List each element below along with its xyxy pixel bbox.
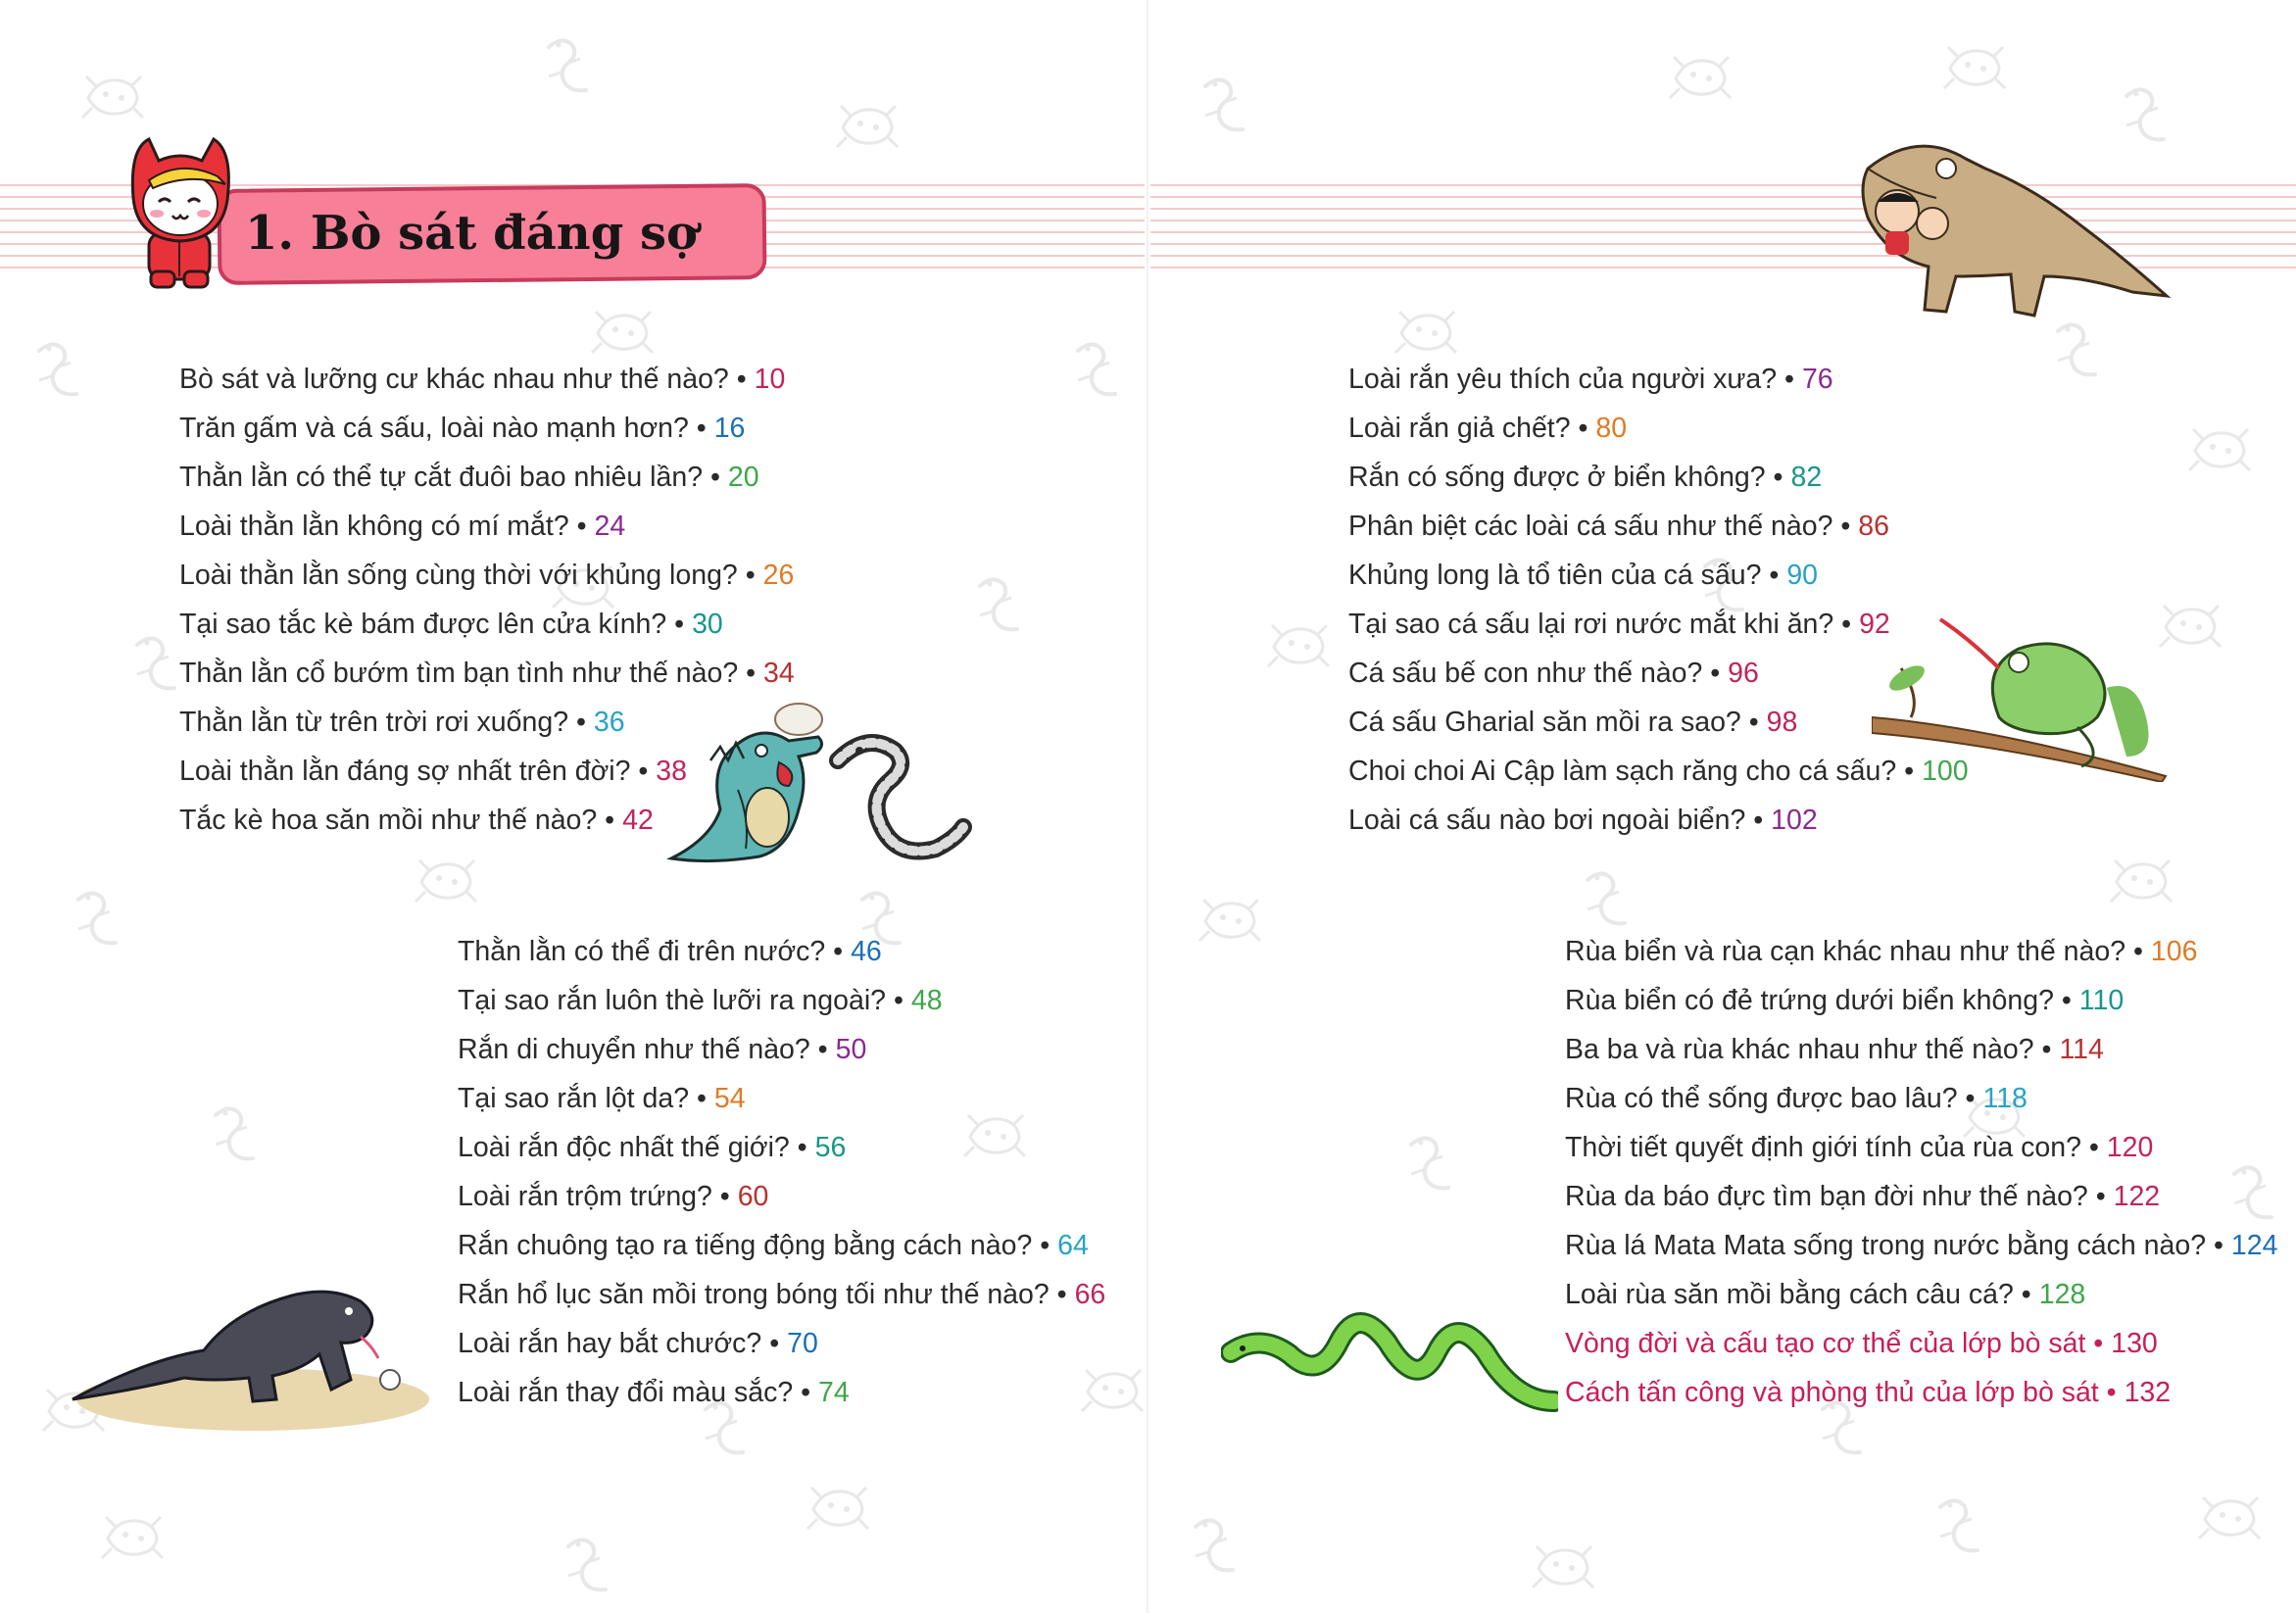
toc-left-bottom [458,927,1105,1417]
toc-entry-title: Cá sấu Gharial săn mồi ra sao? [1348,707,1741,738]
red-cat-mascot-icon [120,129,247,291]
frog-watermark-icon [98,1499,167,1568]
toc-entry [1565,1172,2277,1221]
section-title: 1. Bò sát đáng sợ [245,206,698,261]
toc-entry [458,1221,1105,1270]
toc-page-number: 46 [851,936,882,967]
toc-bullet: • [728,364,755,395]
lizard-watermark-icon [1921,1490,1989,1558]
toc-page-number: 90 [1786,560,1819,591]
toc-entry [1348,551,1969,600]
toc-bullet: • [886,985,911,1016]
toc-bullet: • [1957,1083,1983,1114]
toc-bullet: • [1745,805,1772,836]
frog-watermark-icon [78,59,147,127]
toc-bullet: • [761,1328,788,1359]
toc-entry [1565,1270,2277,1319]
toc-entry [1565,1221,2277,1270]
toc-entry-title: Tại sao cá sấu lại rơi nước mắt khi ăn? [1348,609,1834,640]
toc-bullet: • [1049,1279,1075,1310]
toc-entry-title: Tại sao rắn luôn thè lưỡi ra ngoài? [458,985,887,1016]
toc-page-number: 66 [1074,1279,1106,1310]
toc-page-number: 118 [1982,1083,2027,1114]
toc-entry-title: Tại sao tắc kè bám được lên cửa kính? [179,609,667,640]
toc-page-number: 80 [1595,413,1628,444]
toc-entry [1565,1319,2277,1368]
toc-bullet: • [2206,1230,2231,1261]
toc-entry-title: Loài rắn giả chết? [1348,413,1571,444]
lizard-watermark-icon [196,1098,265,1166]
toc-entry [458,1172,1105,1221]
toc-page-number: 96 [1728,658,1759,689]
toc-entry-title: Choi choi Ai Cập làm sạch răng cho cá sấu? [1348,756,1897,787]
toc-bullet: • [1740,707,1767,738]
frog-watermark-icon [2195,1480,2264,1548]
toc-page-number: 120 [2106,1132,2154,1163]
toc-entry [1348,355,1969,404]
toc-bullet: • [2080,1132,2107,1163]
toc-entry-title: Cách tấn công và phòng thủ của lớp bò sát [1565,1377,2099,1408]
toc-bullet: • [738,658,764,689]
lizard-watermark-icon [960,568,1029,637]
toc-entry [458,1025,1105,1074]
toc-entry-title: Loài rắn trộm trứng? [458,1181,712,1212]
toc-page-number: 50 [835,1034,867,1065]
frog-watermark-icon [1392,294,1460,363]
frog-watermark-icon [1529,1529,1597,1597]
lizard-watermark-icon [1058,333,1127,402]
toc-page-number: 100 [1922,756,1969,787]
toc-entry-title: Rùa biển có đẻ trứng dưới biển không? [1565,985,2054,1016]
toc-bullet: • [2087,1181,2114,1212]
toc-entry-title: Rùa biển và rùa cạn khác nhau như thế nào? [1565,936,2126,967]
toc-bullet: • [1833,609,1860,640]
toc-page-number: 60 [737,1181,769,1212]
toc-entry [1565,1123,2277,1172]
toc-page-number: 86 [1858,511,1889,542]
toc-page-number: 48 [910,985,943,1016]
toc-entry [458,976,1105,1025]
toc-entry [179,551,795,600]
toc-entry [179,600,795,649]
toc-entry-title: Rùa lá Mata Mata sống trong nước bằng cách nào? [1565,1230,2207,1261]
toc-bullet: • [568,707,594,738]
frog-watermark-icon [804,1470,872,1539]
toc-entry-title: Thằn lằn từ trên trời rơi xuống? [179,707,569,738]
toc-bullet: • [793,1377,819,1408]
toc-entry-title: Loài rắn thay đổi màu sắc? [458,1377,794,1408]
toc-page-number: 82 [1790,462,1823,493]
toc-entry-title: Thằn lằn có thể đi trên nước? [458,936,826,967]
toc-entry-title: Trăn gấm và cá sấu, loài nào mạnh hơn? [179,413,689,444]
toc-page-number: 26 [762,560,795,591]
toc-entry [1565,927,2277,976]
toc-entry-title: Loài rùa săn mồi bằng cách câu cá? [1565,1279,2014,1310]
toc-entry [458,1270,1105,1319]
toc-page-number: 30 [692,609,723,640]
toc-page-number: 132 [2124,1377,2172,1408]
toc-page-number: 98 [1766,707,1798,738]
toc-entry-title: Loài thằn lằn không có mí mắt? [179,511,569,542]
toc-bullet: • [1832,511,1859,542]
toc-page-number: 122 [2113,1181,2161,1212]
toc-page-number: 74 [818,1377,850,1408]
toc-entry-title: Loài thằn lằn đáng sợ nhất trên đời? [179,756,631,787]
toc-page-number: 64 [1057,1230,1089,1261]
toc-bullet: • [688,413,714,444]
toc-entry-title: Loài rắn độc nhất thế giới? [458,1132,790,1163]
komodo-dragon-icon [67,1252,431,1433]
toc-bullet: • [1761,560,1787,591]
lizard-watermark-icon [118,627,186,696]
toc-entry [1565,976,2277,1025]
frog-watermark-icon [1940,29,2009,98]
toc-page-number: 70 [787,1328,818,1359]
toc-page-number: 10 [754,364,786,395]
toc-bullet: • [2013,1279,2039,1310]
frog-watermark-icon [1666,39,1734,108]
toc-bullet: • [1765,462,1791,493]
toc-bullet: • [597,805,623,836]
toc-page-number: 110 [2078,985,2125,1016]
toc-bullet: • [789,1132,815,1163]
frog-watermark-icon [2107,843,2175,911]
toc-entry [458,1074,1105,1123]
page-gutter [1147,0,1148,1613]
toc-entry [1348,404,1969,453]
lizard-watermark-icon [529,29,598,98]
toc-entry [179,404,795,453]
toc-bullet: • [1777,364,1802,395]
toc-bullet: • [1570,413,1596,444]
toc-entry-title: Rắn di chuyển như thế nào? [458,1034,810,1065]
toc-entry [179,649,795,698]
toc-entry-title: Phân biệt các loài cá sấu như thế nào? [1348,511,1833,542]
toc-right-bottom [1565,927,2277,1417]
green-snake-icon [1221,1303,1558,1431]
toc-bullet: • [568,511,595,542]
toc-page-number: 106 [2150,936,2198,967]
toc-entry-title: Thời tiết quyết định giới tính của rùa con? [1565,1132,2081,1163]
toc-entry-title: Tại sao rắn lột da? [458,1083,690,1114]
toc-page-number: 34 [763,658,795,689]
crocodile-snake-fight-icon [652,692,975,878]
toc-page-number: 102 [1771,805,1818,836]
toc-entry-title: Rùa có thể sống được bao lâu? [1565,1083,1958,1114]
toc-page-number: 54 [713,1083,746,1114]
toc-entry-title: Loài rắn hay bắt chước? [458,1328,762,1359]
frog-watermark-icon [588,294,657,363]
toc-entry-title: Loài thằn lằn sống cùng thời với khủng long? [179,560,738,591]
toc-entry [179,502,795,551]
lizard-watermark-icon [2038,314,2107,382]
toc-entry-title: Thằn lằn có thể tự cắt đuôi bao nhiêu lần? [179,462,704,493]
toc-page-number: 76 [1801,364,1833,395]
toc-entry-title: Rùa da báo đực tìm bạn đời như thế nào? [1565,1181,2088,1212]
toc-page-number: 128 [2038,1279,2086,1310]
toc-entry-title: Thằn lằn cổ bướm tìm bạn tình như thế nào? [179,658,739,689]
toc-entry-title: Tắc kè hoa săn mồi như thế nào? [179,805,598,836]
toc-entry-title: Bò sát và lưỡng cư khác nhau như thế nào? [179,364,729,395]
toc-entry-title: Vòng đời và cấu tạo cơ thể của lớp bò sát [1565,1328,2086,1359]
toc-entry [179,355,795,404]
toc-bullet: • [711,1181,738,1212]
toc-entry [179,453,795,502]
frog-watermark-icon [1264,608,1333,676]
toc-entry [458,1123,1105,1172]
toc-entry-title: Rắn chuông tạo ra tiếng động bằng cách nào? [458,1230,1033,1261]
toc-page-number: 38 [656,756,687,787]
lizard-watermark-icon [549,1529,617,1597]
toc-bullet: • [737,560,763,591]
toc-page-number: 36 [593,707,625,738]
frog-watermark-icon [2185,412,2254,480]
toc-page-number: 16 [713,413,746,444]
chameleon-icon [1872,610,2175,782]
toc-page-number: 92 [1859,609,1890,640]
toc-bullet: • [2098,1377,2125,1408]
toc-entry [1348,502,1969,551]
toc-page-number: 124 [2230,1230,2278,1261]
toc-entry-title: Rắn hổ lục săn mồi trong bóng tối như thế nào? [458,1279,1050,1310]
lizard-watermark-icon [59,882,127,951]
lizard-watermark-icon [1186,69,1254,137]
toc-bullet: • [703,462,728,493]
toc-bullet: • [2053,985,2079,1016]
toc-bullet: • [666,609,693,640]
toc-bullet: • [2125,936,2151,967]
toc-entry [1565,1025,2277,1074]
toc-page-number: 24 [594,511,626,542]
toc-page-number: 56 [814,1132,847,1163]
toc-entry [1348,796,1969,845]
toc-entry-title: Rắn có sống được ở biển không? [1348,462,1766,493]
crocodile-with-kids-icon [1838,129,2172,321]
toc-bullet: • [689,1083,714,1114]
toc-entry-title: Loài cá sấu nào bơi ngoài biển? [1348,805,1746,836]
toc-entry-title: Cá sấu bế con như thế nào? [1348,658,1703,689]
toc-bullet: • [1032,1230,1058,1261]
toc-entry-title: Khủng long là tổ tiên của cá sấu? [1348,560,1762,591]
lizard-watermark-icon [20,333,88,402]
lizard-watermark-icon [1568,862,1637,931]
toc-bullet: • [2033,1034,2060,1065]
frog-watermark-icon [833,88,902,157]
toc-page-number: 20 [727,462,759,493]
toc-entry [458,1368,1105,1417]
toc-entry-title: Ba ba và rùa khác nhau như thế nào? [1565,1034,2034,1065]
lizard-watermark-icon [1392,1127,1460,1196]
toc-entry [1348,453,1969,502]
frog-watermark-icon [1196,882,1264,951]
toc-entry [458,1319,1105,1368]
toc-bullet: • [1896,756,1923,787]
toc-bullet: • [825,936,852,967]
lizard-watermark-icon [1176,1509,1245,1578]
toc-page-number: 114 [2059,1034,2104,1065]
toc-page-number: 42 [622,805,654,836]
toc-bullet: • [630,756,657,787]
toc-bullet: • [2085,1328,2112,1359]
frog-watermark-icon [412,843,480,911]
toc-entry [1565,1368,2277,1417]
toc-entry [1565,1074,2277,1123]
toc-bullet: • [1702,658,1729,689]
toc-entry-title: Loài rắn yêu thích của người xưa? [1348,364,1778,395]
toc-bullet: • [809,1034,836,1065]
toc-page-number: 130 [2111,1328,2158,1359]
toc-entry [458,927,1105,976]
